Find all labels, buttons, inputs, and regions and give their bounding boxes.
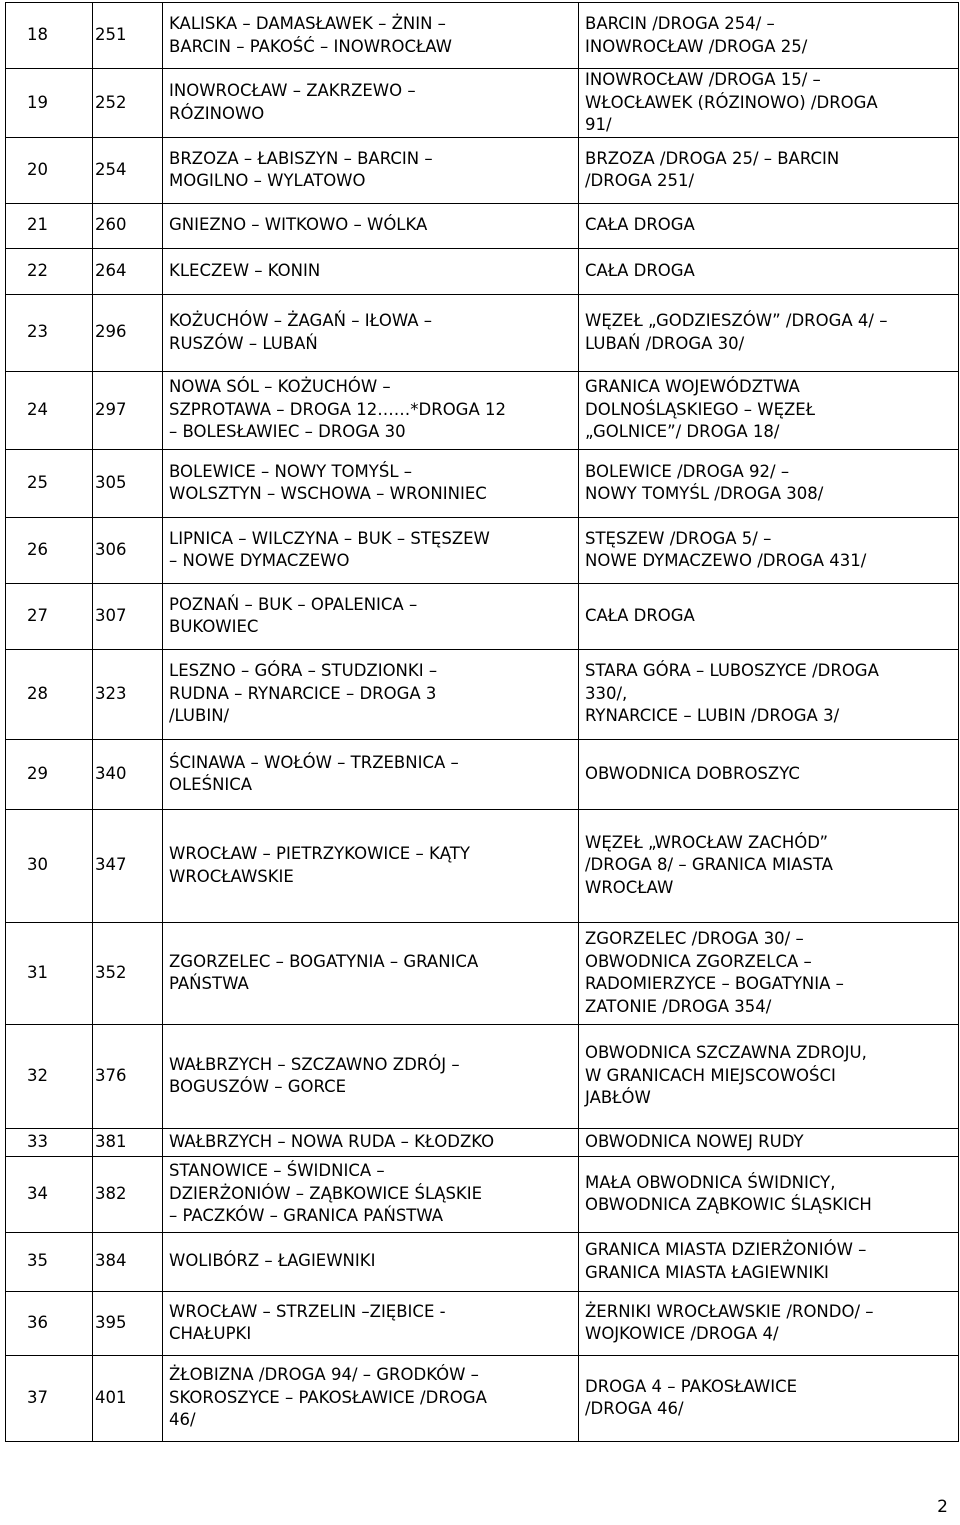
road-number: 296 bbox=[93, 294, 163, 371]
road-number: 381 bbox=[93, 1128, 163, 1156]
route-line: – NOWE DYMACZEWO bbox=[169, 551, 350, 570]
row-number: 35 bbox=[6, 1232, 93, 1291]
section-line: WĘZEŁ „WROCŁAW ZACHÓD” bbox=[585, 832, 829, 852]
table-row bbox=[6, 1291, 959, 1355]
route-line: LIPNICA – WILCZYNA – BUK – STĘSZEW bbox=[169, 528, 490, 548]
section-line: ŻERNIKI WROCŁAWSKIE /RONDO/ – bbox=[585, 1301, 874, 1321]
route-line: KOŻUCHÓW – ŻAGAŃ – IŁOWA – bbox=[169, 311, 433, 330]
route-cell bbox=[163, 69, 579, 138]
road-number: 260 bbox=[93, 203, 163, 248]
section-line: OBWODNICA NOWEJ RUDY bbox=[585, 1131, 804, 1151]
route-line: BRZOZA – ŁABISZYN – BARCIN – bbox=[169, 148, 433, 168]
row-number: 21 bbox=[6, 203, 93, 248]
route-line: LESZNO – GÓRA – STUDZIONKI – bbox=[169, 661, 438, 681]
section-line: STARA GÓRA – LUBOSZYCE /DROGA bbox=[585, 661, 879, 681]
route-line: WOLIBÓRZ – ŁAGIEWNIKI bbox=[169, 1251, 376, 1271]
row-number: 36 bbox=[6, 1291, 93, 1355]
route-line: ŻŁOBIZNA /DROGA 94/ – GRODKÓW – bbox=[169, 1365, 479, 1385]
route-line: STANOWICE – ŚWIDNICA – bbox=[169, 1161, 385, 1181]
section-line: OBWODNICA DOBROSZYC bbox=[585, 763, 800, 783]
section-line: BARCIN /DROGA 254/ – bbox=[585, 14, 775, 33]
road-number: 307 bbox=[93, 583, 163, 649]
route-line: POZNAŃ – BUK – OPALENICA – bbox=[169, 594, 418, 614]
road-number: 395 bbox=[93, 1291, 163, 1355]
route-cell bbox=[163, 1156, 579, 1232]
roads-table bbox=[5, 2, 959, 1442]
row-number: 26 bbox=[6, 517, 93, 583]
row-number: 19 bbox=[6, 69, 93, 138]
section-line: CAŁA DROGA bbox=[585, 605, 695, 625]
route-line: PAŃSTWA bbox=[169, 974, 249, 993]
road-number: 306 bbox=[93, 517, 163, 583]
roads-table-body bbox=[6, 3, 959, 1442]
section-cell bbox=[579, 649, 959, 739]
route-cell bbox=[163, 809, 579, 922]
section-line: CAŁA DROGA bbox=[585, 260, 695, 280]
section-line: RADOMIERZYCE – BOGATYNIA – bbox=[585, 974, 844, 993]
section-line: WŁOCŁAWEK (RÓZINOWO) /DROGA bbox=[585, 92, 878, 112]
route-line: WROCŁAW – PIETRZYKOWICE – KĄTY bbox=[169, 844, 470, 863]
section-cell bbox=[579, 1024, 959, 1128]
section-line: MAŁA OBWODNICA ŚWIDNICY, bbox=[585, 1172, 836, 1192]
row-number: 30 bbox=[6, 809, 93, 922]
section-cell bbox=[579, 248, 959, 294]
route-line: BARCIN – PAKOŚĆ – INOWROCŁAW bbox=[169, 36, 452, 56]
route-line: RUDNA – RYNARCICE – DROGA 3 bbox=[169, 683, 437, 703]
section-line: /DROGA 251/ bbox=[585, 171, 695, 190]
route-cell bbox=[163, 248, 579, 294]
road-number: 323 bbox=[93, 649, 163, 739]
road-number: 252 bbox=[93, 69, 163, 138]
section-line: OBWODNICA ZĄBKOWIC ŚLĄSKICH bbox=[585, 1195, 872, 1214]
section-line: OBWODNICA SZCZAWNA ZDROJU, bbox=[585, 1043, 867, 1063]
section-line: /DROGA 46/ bbox=[585, 1399, 684, 1418]
route-cell bbox=[163, 649, 579, 739]
section-cell bbox=[579, 3, 959, 69]
section-line: 91/ bbox=[585, 115, 612, 134]
road-number: 264 bbox=[93, 248, 163, 294]
route-line: MOGILNO – WYLATOWO bbox=[169, 171, 366, 190]
table-row bbox=[6, 1024, 959, 1128]
route-line: – BOLESŁAWIEC – DROGA 30 bbox=[169, 422, 406, 442]
route-cell bbox=[163, 517, 579, 583]
route-line: WAŁBRZYCH – NOWA RUDA – KŁODZKO bbox=[169, 1131, 495, 1151]
section-line: OBWODNICA ZGORZELCA – bbox=[585, 951, 812, 971]
route-cell bbox=[163, 3, 579, 69]
route-line: ŚCINAWA – WOŁÓW – TRZEBNICA – bbox=[169, 752, 459, 772]
road-number: 251 bbox=[93, 3, 163, 69]
section-cell bbox=[579, 1291, 959, 1355]
row-number: 29 bbox=[6, 739, 93, 809]
row-number: 20 bbox=[6, 137, 93, 203]
route-line: BOGUSZÓW – GORCE bbox=[169, 1077, 347, 1096]
section-cell bbox=[579, 137, 959, 203]
table-row bbox=[6, 203, 959, 248]
route-cell bbox=[163, 1291, 579, 1355]
route-cell bbox=[163, 1355, 579, 1441]
section-line: „GOLNICE”/ DROGA 18/ bbox=[585, 422, 780, 442]
section-line: ZATONIE /DROGA 354/ bbox=[585, 996, 772, 1016]
section-line: RYNARCICE – LUBIN /DROGA 3/ bbox=[585, 706, 840, 726]
road-number: 352 bbox=[93, 922, 163, 1024]
section-line: NOWE DYMACZEWO /DROGA 431/ bbox=[585, 551, 867, 570]
section-line: INOWROCŁAW /DROGA 25/ bbox=[585, 36, 808, 56]
row-number: 37 bbox=[6, 1355, 93, 1441]
road-number: 340 bbox=[93, 739, 163, 809]
row-number: 23 bbox=[6, 294, 93, 371]
route-line: OLEŚNICA bbox=[169, 775, 253, 794]
road-number: 347 bbox=[93, 809, 163, 922]
route-line: ZGORZELEC – BOGATYNIA – GRANICA bbox=[169, 951, 479, 971]
row-number: 18 bbox=[6, 3, 93, 69]
section-line: LUBAŃ /DROGA 30/ bbox=[585, 333, 745, 353]
route-line: RUSZÓW – LUBAŃ bbox=[169, 333, 318, 353]
table-row bbox=[6, 248, 959, 294]
section-cell bbox=[579, 294, 959, 371]
section-cell bbox=[579, 739, 959, 809]
section-line: /DROGA 8/ – GRANICA MIASTA bbox=[585, 855, 833, 875]
row-number: 25 bbox=[6, 449, 93, 517]
route-cell bbox=[163, 1232, 579, 1291]
table-row bbox=[6, 3, 959, 69]
route-line: KLECZEW – KONIN bbox=[169, 260, 321, 280]
route-cell bbox=[163, 449, 579, 517]
row-number: 31 bbox=[6, 922, 93, 1024]
row-number: 33 bbox=[6, 1128, 93, 1156]
row-number: 28 bbox=[6, 649, 93, 739]
route-line: KALISKA – DAMASŁAWEK – ŻNIN – bbox=[169, 14, 446, 33]
road-number: 297 bbox=[93, 371, 163, 449]
table-row bbox=[6, 517, 959, 583]
route-cell bbox=[163, 371, 579, 449]
section-line: INOWROCŁAW /DROGA 15/ – bbox=[585, 70, 821, 89]
route-line: RÓZINOWO bbox=[169, 103, 265, 123]
route-cell bbox=[163, 739, 579, 809]
route-line: /LUBIN/ bbox=[169, 706, 230, 726]
route-line: WROCŁAWSKIE bbox=[169, 866, 294, 886]
section-line: BOLEWICE /DROGA 92/ – bbox=[585, 461, 790, 481]
row-number: 32 bbox=[6, 1024, 93, 1128]
section-cell bbox=[579, 809, 959, 922]
section-cell bbox=[579, 583, 959, 649]
table-row bbox=[6, 69, 959, 138]
road-number: 376 bbox=[93, 1024, 163, 1128]
route-cell bbox=[163, 203, 579, 248]
route-line: WROCŁAW – STRZELIN –ZIĘBICE - bbox=[169, 1301, 446, 1321]
route-line: NOWA SÓL – KOŻUCHÓW – bbox=[169, 377, 391, 397]
route-line: 46/ bbox=[169, 1410, 196, 1430]
route-line: SZPROTAWA – DROGA 12……*DROGA 12 bbox=[169, 399, 506, 419]
row-number: 24 bbox=[6, 371, 93, 449]
section-cell bbox=[579, 371, 959, 449]
route-line: DZIERŻONIÓW – ZĄBKOWICE ŚLĄSKIE bbox=[169, 1183, 483, 1203]
route-line: WAŁBRZYCH – SZCZAWNO ZDRÓJ – bbox=[169, 1054, 460, 1074]
route-line: CHAŁUPKI bbox=[169, 1324, 252, 1343]
route-cell bbox=[163, 294, 579, 371]
route-line: WOLSZTYN – WSCHOWA – WRONINIEC bbox=[169, 484, 487, 503]
section-cell bbox=[579, 1156, 959, 1232]
section-line: JABŁÓW bbox=[585, 1088, 651, 1108]
road-number: 254 bbox=[93, 137, 163, 203]
section-line: GRANICA MIASTA ŁAGIEWNIKI bbox=[585, 1262, 829, 1282]
route-line: INOWROCŁAW – ZAKRZEWO – bbox=[169, 81, 416, 101]
route-cell bbox=[163, 1128, 579, 1156]
section-line: STĘSZEW /DROGA 5/ – bbox=[585, 528, 772, 548]
table-row bbox=[6, 449, 959, 517]
section-line: WOJKOWICE /DROGA 4/ bbox=[585, 1324, 779, 1343]
section-cell bbox=[579, 1128, 959, 1156]
table-row bbox=[6, 922, 959, 1024]
section-line: DOLNOŚLĄSKIEGO – WĘZEŁ bbox=[585, 399, 816, 419]
table-row bbox=[6, 371, 959, 449]
table-row bbox=[6, 1156, 959, 1232]
route-cell bbox=[163, 1024, 579, 1128]
table-row bbox=[6, 583, 959, 649]
section-cell bbox=[579, 69, 959, 138]
table-row bbox=[6, 1232, 959, 1291]
row-number: 27 bbox=[6, 583, 93, 649]
section-cell bbox=[579, 517, 959, 583]
section-line: GRANICA WOJEWÓDZTWA bbox=[585, 377, 800, 397]
route-line: GNIEZNO – WITKOWO – WÓLKA bbox=[169, 215, 428, 235]
table-row bbox=[6, 649, 959, 739]
row-number: 22 bbox=[6, 248, 93, 294]
table-row bbox=[6, 137, 959, 203]
road-number: 305 bbox=[93, 449, 163, 517]
table-row bbox=[6, 1128, 959, 1156]
route-line: – PACZKÓW – GRANICA PAŃSTWA bbox=[169, 1206, 444, 1226]
section-cell bbox=[579, 449, 959, 517]
route-cell bbox=[163, 583, 579, 649]
section-line: BRZOZA /DROGA 25/ – BARCIN bbox=[585, 148, 840, 168]
section-line: W GRANICACH MIEJSCOWOŚCI bbox=[585, 1065, 836, 1085]
section-line: WROCŁAW bbox=[585, 877, 674, 897]
section-line: CAŁA DROGA bbox=[585, 215, 695, 235]
road-number: 382 bbox=[93, 1156, 163, 1232]
section-line: ZGORZELEC /DROGA 30/ – bbox=[585, 929, 804, 948]
section-cell bbox=[579, 203, 959, 248]
page-number: 2 bbox=[937, 1497, 948, 1517]
route-line: BOLEWICE – NOWY TOMYŚL – bbox=[169, 461, 413, 481]
section-line: NOWY TOMYŚL /DROGA 308/ bbox=[585, 484, 824, 503]
section-line: WĘZEŁ „GODZIESZÓW” /DROGA 4/ – bbox=[585, 311, 888, 330]
row-number: 34 bbox=[6, 1156, 93, 1232]
section-line: GRANICA MIASTA DZIERŻONIÓW – bbox=[585, 1240, 867, 1259]
section-cell bbox=[579, 1355, 959, 1441]
table-row bbox=[6, 1355, 959, 1441]
route-cell bbox=[163, 922, 579, 1024]
table-row bbox=[6, 809, 959, 922]
section-line: 330/, bbox=[585, 683, 628, 703]
table-row bbox=[6, 739, 959, 809]
section-line: DROGA 4 – PAKOSŁAWICE bbox=[585, 1376, 798, 1396]
section-cell bbox=[579, 1232, 959, 1291]
route-line: BUKOWIEC bbox=[169, 617, 259, 636]
section-cell bbox=[579, 922, 959, 1024]
table-row bbox=[6, 294, 959, 371]
road-number: 384 bbox=[93, 1232, 163, 1291]
route-line: SKOROSZYCE – PAKOSŁAWICE /DROGA bbox=[169, 1387, 487, 1407]
route-cell bbox=[163, 137, 579, 203]
road-number: 401 bbox=[93, 1355, 163, 1441]
